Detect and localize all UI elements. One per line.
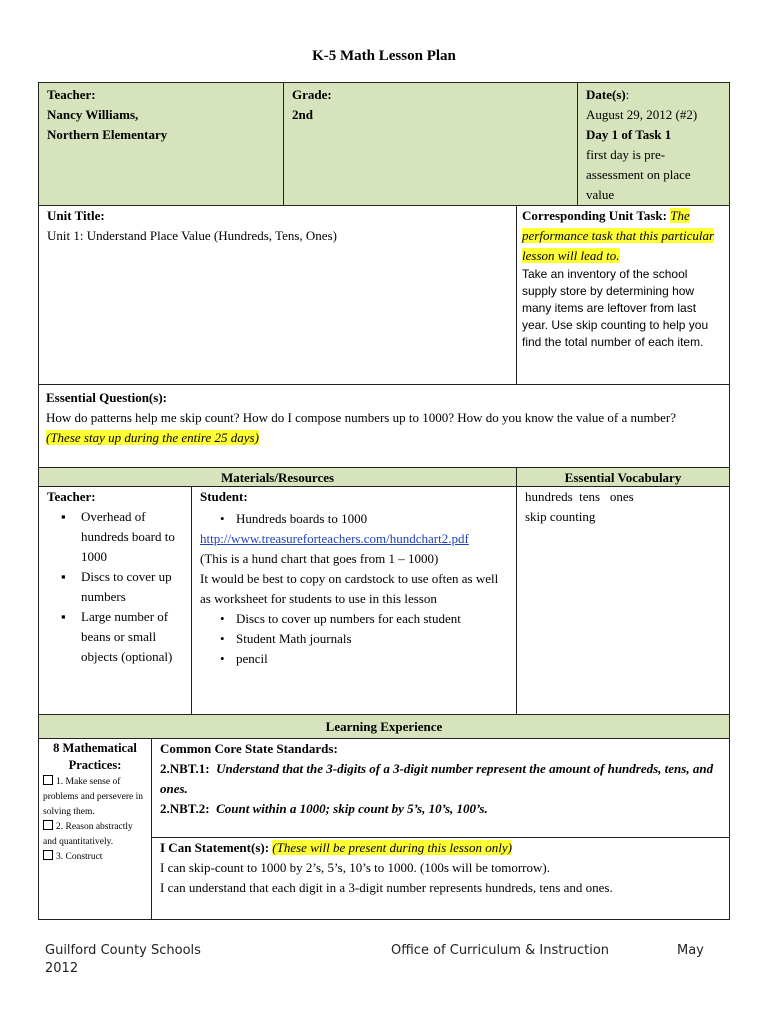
- teacher-label: Teacher:: [47, 87, 96, 102]
- vocab-header: Essential Vocabulary: [516, 467, 730, 487]
- footer-mid: Office of Curriculum & Instruction: [391, 943, 610, 958]
- checkbox-icon[interactable]: [43, 850, 53, 860]
- practice-item: 1. Make sense of problems and persevere in solving them.: [43, 777, 143, 817]
- dates-cell: [577, 82, 730, 206]
- document-title: K-5 Math Lesson Plan: [312, 48, 456, 64]
- hundred-chart-link[interactable]: http://www.treasureforteachers.com/hundchart2.pdf: [200, 531, 469, 546]
- ccss-cell: [151, 738, 730, 838]
- list-item: ▪ Discs to cover up numbers: [39, 567, 183, 607]
- teacher-materials-label: Teacher:: [47, 489, 96, 504]
- ccss-label: Common Core State Standards:: [160, 741, 338, 756]
- teacher-name: Nancy Williams,: [47, 107, 139, 122]
- teacher-materials-cell: [38, 486, 192, 715]
- checkbox-icon[interactable]: [43, 775, 53, 785]
- copy-note: It would be best to copy on cardstock to use often as well as worksheet for students to use in this lesson: [200, 571, 499, 606]
- std2-text: Count within a 1000; skip count by 5’s, 10’s, 100’s.: [216, 801, 488, 816]
- school-name: Northern Elementary: [47, 127, 168, 142]
- ican-statement-1: I can skip-count to 1000 by 2’s, 5’s, 10’s to 1000. (100s will be tomorrow).: [160, 860, 550, 875]
- unit-task-cell: [516, 205, 730, 385]
- essential-label: Essential Question(s):: [46, 390, 167, 405]
- ican-statement-2: I can understand that each digit in a 3-digit number represents hundreds, tens and ones.: [160, 880, 613, 895]
- day-note: first day is pre-assessment on place value: [586, 147, 691, 202]
- list-item: ▪ Overhead of hundreds board to 1000: [39, 507, 183, 567]
- learning-header: Learning Experience: [38, 714, 730, 739]
- grade-cell: [283, 82, 578, 206]
- unit-title-cell: [38, 205, 517, 385]
- list-item: • pencil: [192, 649, 516, 669]
- day-label: Day 1 of Task 1: [586, 127, 672, 142]
- student-materials-cell: [191, 486, 517, 715]
- ican-note: (These will be present during this lesson only): [272, 840, 512, 855]
- footer-year: 2012: [45, 961, 79, 976]
- task-text: Take an inventory of the school supply store by determining how many items are leftover from last year. Use skip counting to help you find the total number of each item.: [522, 267, 709, 349]
- list-item: ▪ Large number of beans or small objects (optional): [39, 607, 183, 667]
- practices-cell: [38, 738, 152, 920]
- practices-label: 8 Mathematical Practices:: [53, 741, 137, 772]
- vocab-cell: [516, 486, 730, 715]
- std1-text: Understand that the 3-digits of a 3-digit number represent the amount of hundreds, tens, and ones.: [160, 761, 714, 796]
- dates-colon: :: [625, 87, 630, 102]
- link-note: (This is a hund chart that goes from 1 – 1000): [200, 551, 439, 566]
- checkbox-icon[interactable]: [43, 820, 53, 830]
- essential-text: How do patterns help me skip count? How do I compose numbers up to 1000? How do you know the value of a number?: [46, 410, 677, 425]
- practice-item: 3. Construct: [43, 850, 147, 865]
- list-item: • Hundreds boards to 1000: [192, 509, 516, 529]
- ican-cell: [151, 837, 730, 920]
- grade-label: Grade:: [292, 87, 332, 102]
- footer-right: May: [677, 943, 704, 958]
- footer-left: Guilford County Schools: [45, 943, 201, 958]
- teacher-materials-list: [39, 507, 191, 667]
- vocab-line-1: hundreds tens ones: [525, 489, 634, 504]
- teacher-cell: [38, 82, 284, 206]
- date-value: August 29, 2012 (#2): [586, 107, 698, 122]
- task-label: Corresponding Unit Task:: [522, 208, 667, 223]
- ican-label: I Can Statement(s):: [160, 840, 270, 855]
- grade-value: 2nd: [292, 107, 313, 122]
- materials-header: Materials/Resources: [38, 467, 517, 487]
- task-highlight: The performance task that this particular lesson will lead to.: [522, 208, 715, 263]
- std2-code: 2.NBT.2:: [160, 801, 210, 816]
- practice-item: 2. Reason abstractly and quantitatively.: [43, 822, 133, 847]
- list-item: • Discs to cover up numbers for each student: [192, 609, 516, 629]
- student-materials-label: Student:: [200, 489, 248, 504]
- essential-note: (These stay up during the entire 25 days): [46, 430, 259, 445]
- unit-title-label: Unit Title:: [47, 208, 105, 223]
- list-item: • Student Math journals: [192, 629, 516, 649]
- essential-questions-cell: [38, 384, 730, 468]
- std1-code: 2.NBT.1:: [160, 761, 210, 776]
- unit-title-value: Unit 1: Understand Place Value (Hundreds, Tens, Ones): [47, 228, 337, 243]
- dates-label: Date(s): [586, 87, 626, 102]
- page-footer: [45, 942, 735, 978]
- vocab-line-2: skip counting: [525, 509, 596, 524]
